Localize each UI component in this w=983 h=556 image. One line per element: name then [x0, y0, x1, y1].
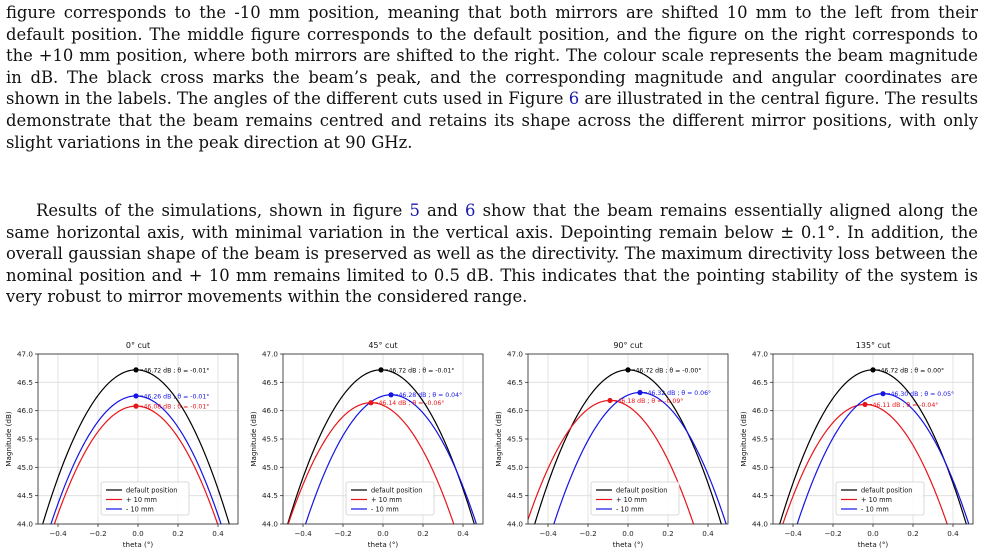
x-tick-label: 0.2 — [662, 529, 674, 538]
peak-label: 46.18 dB ; θ = -0.09° — [617, 397, 684, 405]
y-tick-label: 47.0 — [16, 349, 33, 359]
paragraph-1-text-b: are illustrated in the central figure. The results demonstrate that the beam remains centred and retains its shape across the different mirror positions, with only slight variations in the peak direction at 90 GHz. — [6, 89, 978, 152]
paragraph-1 — [6, 2, 978, 153]
legend-entry: + 10 mm — [616, 495, 647, 504]
x-tick-label: 0.0 — [132, 529, 144, 538]
y-tick-label: 45.0 — [16, 462, 33, 472]
x-tick-label: −0.4 — [49, 529, 67, 538]
y-tick-label: 46.0 — [261, 406, 278, 416]
y-axis-label: Magnitude (dB) — [249, 411, 258, 467]
x-tick-label: 0.4 — [457, 529, 469, 538]
peak-marker — [637, 390, 642, 395]
legend-entry: + 10 mm — [126, 495, 157, 504]
y-tick-label: 45.5 — [506, 434, 523, 444]
y-tick-label: 44.5 — [751, 491, 768, 501]
chart-title: 0° cut — [125, 341, 151, 350]
peak-marker — [133, 367, 138, 372]
peak-label: 46.28 dB ; θ = 0.04° — [398, 392, 463, 400]
y-tick-label: 47.0 — [506, 349, 523, 359]
x-axis-label: theta (°) — [857, 540, 889, 549]
peak-marker — [378, 367, 383, 372]
legend-entry: - 10 mm — [126, 505, 154, 514]
x-tick-label: 0.2 — [907, 529, 919, 538]
y-tick-label: 46.5 — [261, 377, 278, 387]
peak-label: 46.72 dB ; θ = -0.01° — [143, 367, 210, 375]
x-tick-label: 0.0 — [377, 529, 389, 538]
y-tick-label: 45.0 — [261, 462, 278, 472]
chart-0-cut — [0, 336, 245, 551]
chart-45-cut — [245, 336, 490, 551]
y-axis-label: Magnitude (dB) — [494, 411, 503, 467]
peak-label: 46.08 dB ; θ = -0.01° — [143, 403, 210, 411]
y-tick-label: 44.0 — [261, 519, 278, 529]
paragraph-2-text-and: and — [419, 201, 466, 220]
chart-title: 45° cut — [368, 341, 398, 350]
x-tick-label: −0.2 — [579, 529, 597, 538]
paragraph-2-text-b: show that the beam remains essentially aligned along the same horizontal axis, with minimal variation in the vertical axis. Depointing remain below ± 0.1°. In addition, the overall gaussian shape of the beam is preserved as well as the directivity. The maximum directivity loss between the nominal position and + 10 mm remains limited to 0.5 dB. This indicates that the pointing stability of the system is very robust to mirror movements within the considered range. — [6, 201, 978, 307]
x-tick-label: 0.0 — [622, 529, 634, 538]
x-tick-label: 0.0 — [867, 529, 879, 538]
legend-entry: + 10 mm — [371, 495, 402, 504]
x-axis-label: theta (°) — [367, 540, 399, 549]
y-tick-label: 44.0 — [506, 519, 523, 529]
x-tick-label: −0.4 — [539, 529, 557, 538]
chart-90-cut — [490, 336, 735, 551]
x-tick-label: −0.2 — [824, 529, 842, 538]
y-tick-label: 45.5 — [16, 434, 33, 444]
legend-entry: default position — [371, 486, 423, 495]
peak-label: 46.30 dB ; θ = 0.05° — [890, 391, 955, 399]
chart-title: 135° cut — [855, 341, 891, 350]
y-tick-label: 44.5 — [506, 491, 523, 501]
y-tick-label: 44.0 — [751, 519, 768, 529]
peak-label: 46.72 dB ; θ = 0.00° — [880, 367, 945, 375]
x-tick-label: 0.4 — [947, 529, 959, 538]
x-tick-label: −0.2 — [89, 529, 107, 538]
y-tick-label: 46.0 — [751, 406, 768, 416]
figure-6-reference-link[interactable]: 6 — [568, 89, 580, 109]
y-tick-label: 44.5 — [16, 491, 33, 501]
y-tick-label: 44.5 — [261, 491, 278, 501]
y-axis-label: Magnitude (dB) — [739, 411, 748, 467]
y-tick-label: 46.5 — [751, 377, 768, 387]
peak-label: 46.72 dB ; θ = -0.00° — [635, 367, 702, 375]
legend-entry: - 10 mm — [861, 505, 889, 514]
legend-entry: - 10 mm — [371, 505, 399, 514]
y-tick-label: 45.0 — [506, 462, 523, 472]
x-tick-label: −0.2 — [334, 529, 352, 538]
peak-marker — [625, 367, 630, 372]
legend-entry: default position — [861, 486, 913, 495]
y-tick-label: 45.5 — [261, 434, 278, 444]
paragraph-2-text-a: Results of the simulations, shown in figure — [36, 201, 410, 220]
peak-label: 46.72 dB ; θ = -0.01° — [388, 367, 455, 375]
y-tick-label: 46.5 — [506, 377, 523, 387]
x-tick-label: 0.2 — [417, 529, 429, 538]
peak-marker — [880, 391, 885, 396]
peak-marker — [368, 400, 373, 405]
x-tick-label: −0.4 — [294, 529, 312, 538]
y-tick-label: 47.0 — [751, 349, 768, 359]
chart-135-cut — [735, 336, 980, 551]
y-tick-label: 47.0 — [261, 349, 278, 359]
x-axis-label: theta (°) — [612, 540, 644, 549]
peak-marker — [133, 404, 138, 409]
paragraph-1-text-a: figure corresponds to the -10 mm position, meaning that both mirrors are shifted 10 mm to the left from their default position. The middle figure corresponds to the default position, and the figure on the right corresponds to the +10 mm position, where both mirrors are shifted to the right. The colour scale represents the beam magnitude in dB. The black cross marks the beam’s peak, and the corresponding magnitude and angular coordinates are shown in the labels. The angles of the different cuts used in Figure — [6, 3, 978, 109]
y-tick-label: 46.0 — [16, 406, 33, 416]
y-tick-label: 44.0 — [16, 519, 33, 529]
y-tick-label: 46.5 — [16, 377, 33, 387]
peak-marker — [862, 402, 867, 407]
x-tick-label: −0.4 — [784, 529, 802, 538]
peak-label: 46.14 dB ; θ = -0.06° — [378, 400, 445, 408]
x-tick-label: 0.2 — [172, 529, 184, 538]
y-tick-label: 46.0 — [506, 406, 523, 416]
peak-label: 46.11 dB ; θ = -0.04° — [872, 401, 939, 409]
legend-entry: default position — [126, 486, 178, 495]
legend-entry: default position — [616, 486, 668, 495]
x-tick-label: 0.4 — [702, 529, 714, 538]
legend-entry: + 10 mm — [861, 495, 892, 504]
peak-marker — [870, 367, 875, 372]
figure-6-reference-link-2[interactable]: 6 — [465, 201, 476, 220]
chart-title: 90° cut — [613, 341, 643, 350]
x-tick-label: 0.4 — [212, 529, 224, 538]
x-axis-label: theta (°) — [122, 540, 154, 549]
paragraph-2 — [6, 200, 978, 308]
peak-label: 46.32 dB ; θ = 0.06° — [647, 389, 712, 397]
peak-marker — [607, 398, 612, 403]
figure-5-reference-link[interactable]: 5 — [409, 201, 420, 220]
peak-marker — [133, 393, 138, 398]
y-axis-label: Magnitude (dB) — [4, 411, 13, 467]
legend-entry: - 10 mm — [616, 505, 644, 514]
peak-label: 46.26 dB ; θ = -0.01° — [143, 393, 210, 401]
y-tick-label: 45.0 — [751, 462, 768, 472]
y-tick-label: 45.5 — [751, 434, 768, 444]
figure-cuts — [0, 336, 983, 551]
peak-marker — [388, 392, 393, 397]
